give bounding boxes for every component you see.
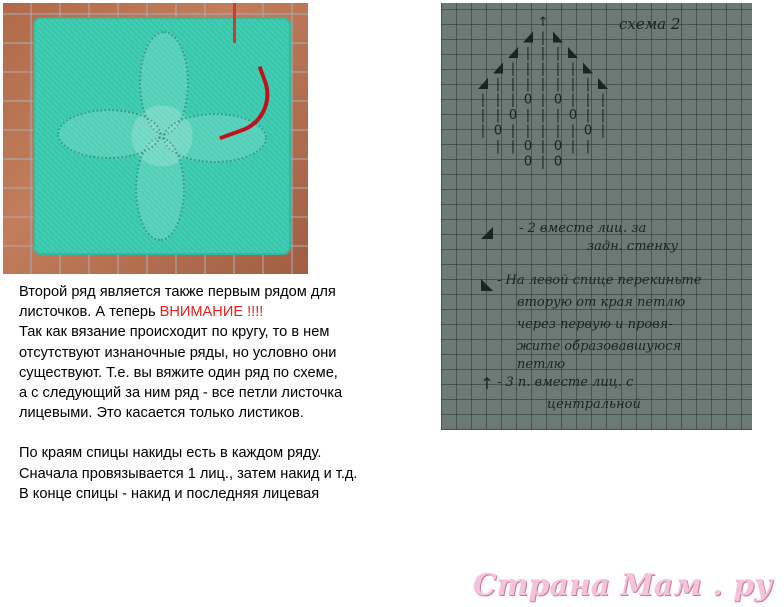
knit-symbol: |	[570, 123, 576, 139]
knit-symbol: |	[525, 61, 531, 77]
yarn-over-symbol: 0	[553, 154, 563, 170]
yarn-over-symbol: 0	[523, 154, 533, 170]
knit-symbol: |	[510, 61, 516, 77]
legend-1-line-2: задн. стенку	[587, 239, 679, 254]
attention-label: ВНИМАНИЕ !!!!	[159, 304, 264, 321]
knit-symbol: |	[555, 123, 561, 139]
pass-over-symbol	[598, 78, 608, 89]
legend-2-line-1: - На левой спице перекиньте	[497, 273, 702, 288]
text-fragment: листочков. А теперь	[19, 304, 160, 321]
text-line: В конце спицы - накид и последняя лицевая	[19, 485, 320, 502]
leaf-motif	[57, 109, 161, 159]
k2tog-tbl-symbol	[523, 32, 533, 43]
knit-symbol: |	[525, 77, 531, 92]
knit-symbol: |	[555, 46, 561, 61]
knit-symbol: |	[585, 92, 591, 108]
knit-symbol: |	[540, 123, 546, 139]
yarn-over-symbol: 0	[568, 108, 578, 123]
knitted-square-photo	[3, 3, 308, 274]
knit-symbol: |	[570, 139, 576, 154]
knit-symbol: |	[495, 139, 501, 154]
chart-symbols	[441, 3, 752, 430]
knit-symbol: |	[585, 77, 591, 92]
knit-symbol: |	[525, 123, 531, 139]
legend-2-line-5: петлю	[517, 357, 566, 372]
red-thread	[233, 3, 236, 43]
knit-symbol: |	[480, 92, 486, 108]
knit-symbol: |	[540, 108, 546, 123]
instructions-text	[19, 282, 429, 504]
text-line: лицевыми. Это касается только листиков.	[19, 405, 304, 422]
yarn-over-symbol: 0	[523, 92, 533, 108]
knit-symbol: |	[510, 92, 516, 108]
knit-symbol: |	[600, 123, 606, 139]
legend-2-line-2: вторую от края петлю	[517, 295, 686, 310]
legend-symbol	[481, 227, 493, 239]
k2tog-tbl-symbol	[508, 47, 518, 58]
text-line	[19, 302, 429, 322]
yarn-over-symbol: 0	[493, 123, 503, 139]
legend-symbol: ↑	[480, 374, 494, 393]
knit-symbol: |	[600, 92, 606, 108]
yarn-over-symbol: 0	[553, 92, 563, 108]
knit-symbol: |	[540, 61, 546, 77]
legend-2-line-4: жите образовавшуюся	[517, 339, 682, 354]
legend-3-line-2: центральной	[547, 397, 641, 412]
scheme-title: схема 2	[619, 15, 681, 33]
knit-symbol: |	[555, 77, 561, 92]
knit-symbol: |	[480, 108, 486, 123]
k3tog-symbol: ↑	[537, 15, 549, 30]
legend-1-line-1: - 2 вместе лиц. за	[519, 221, 647, 236]
knit-symbol: |	[540, 30, 546, 46]
legend-symbol	[481, 279, 493, 291]
legend-3-line-1: - 3 п. вместе лиц. с	[497, 375, 634, 390]
site-watermark: Страна Мам . ру	[472, 568, 772, 603]
knit-symbol: |	[525, 108, 531, 123]
k2tog-tbl-symbol	[478, 78, 488, 89]
knit-symbol: |	[510, 77, 516, 92]
knit-symbol: |	[585, 139, 591, 154]
knit-symbol: |	[585, 108, 591, 123]
text-line: а с следующий за ним ряд - все петли листочка	[19, 385, 343, 402]
pass-over-symbol	[583, 63, 593, 74]
knit-symbol: |	[510, 123, 516, 139]
text-line: отсутствуют изнаночные ряды, но условно они	[19, 344, 337, 361]
knit-symbol: |	[540, 46, 546, 61]
k2tog-tbl-symbol	[493, 63, 503, 74]
knit-symbol: |	[525, 46, 531, 61]
yarn-over-symbol: 0	[583, 123, 593, 139]
text-line: По краям спицы накиды есть в каждом ряду.	[19, 445, 322, 462]
knit-symbol: |	[480, 123, 486, 139]
knit-symbol: |	[495, 92, 501, 108]
text-line: существуют. Т.е. вы вяжите один ряд по схеме,	[19, 364, 338, 381]
knit-symbol: |	[540, 77, 546, 92]
text-line: Сначала провязывается 1 лиц., затем накид и т.д.	[19, 465, 358, 482]
knit-symbol: |	[570, 77, 576, 92]
knit-symbol: |	[540, 139, 546, 154]
knitted-square	[33, 17, 291, 255]
legend-2-line-3: через первую и провя-	[517, 317, 673, 332]
pass-over-symbol	[553, 32, 563, 43]
knit-symbol: |	[540, 154, 546, 170]
yarn-over-symbol: 0	[508, 108, 518, 123]
knit-symbol: |	[570, 61, 576, 77]
text-line: Второй ряд является также первым рядом для	[19, 284, 336, 300]
knitting-chart-photo	[441, 3, 752, 430]
pass-over-symbol	[568, 47, 578, 58]
knit-symbol: |	[495, 108, 501, 123]
knit-symbol: |	[555, 61, 561, 77]
yarn-over-symbol: 0	[553, 139, 563, 154]
knit-symbol: |	[555, 108, 561, 123]
knit-symbol: |	[495, 77, 501, 92]
knit-symbol: |	[540, 92, 546, 108]
knit-symbol: |	[570, 92, 576, 108]
knit-symbol: |	[510, 139, 516, 154]
text-line: Так как вязание происходит по кругу, то в нем	[19, 324, 330, 341]
knit-symbol: |	[600, 108, 606, 123]
yarn-over-symbol: 0	[523, 139, 533, 154]
